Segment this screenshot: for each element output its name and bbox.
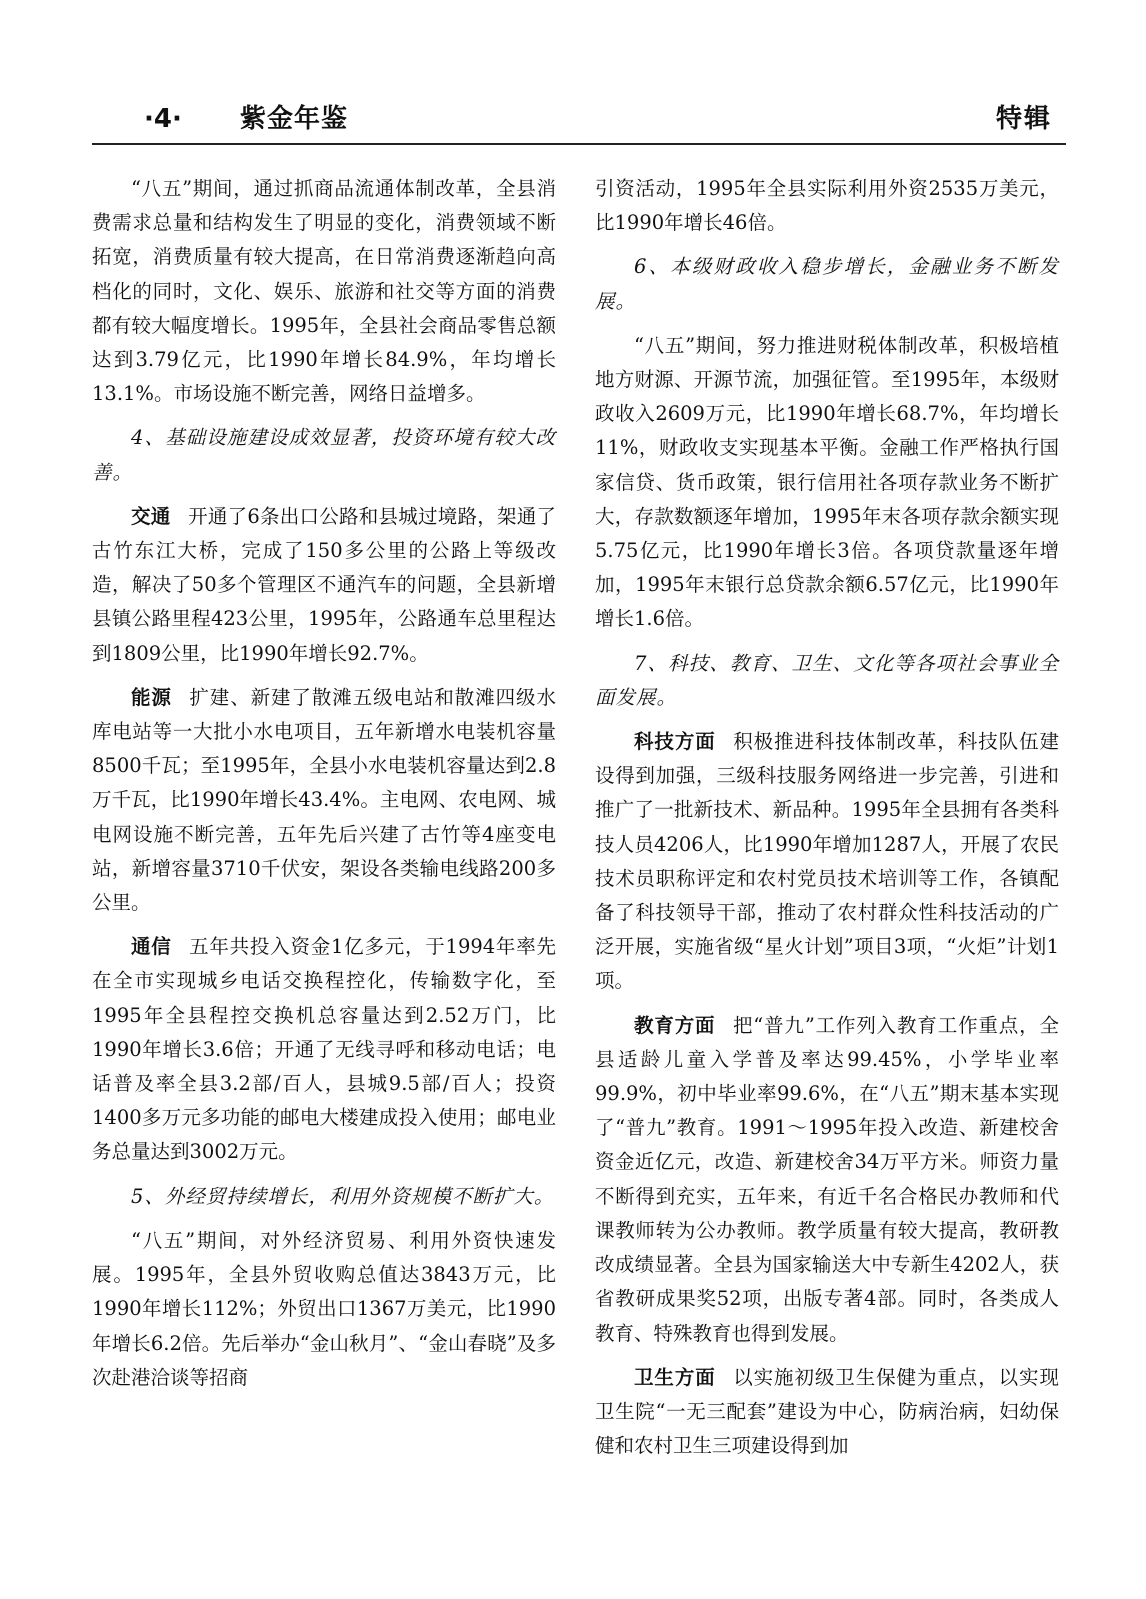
paragraph-text: 扩建、新建了散滩五级电站和散滩四级水库电站等一大批小水电项目，五年新增水电装机容量8500千瓦；至1995年，全县小水电装机容量达到2.8万千瓦，比1990年增长43.4%。主电网、农电网、城电网设施不断完善，五年先后兴建了古竹等4座变电站，新增容量3710千伏安，架设各类输电线路200多公里。 [92,685,556,915]
paragraph [595,1361,1059,1464]
paragraph-lead: 教育方面 [634,1013,716,1037]
paragraph-text: “八五”期间，通过抓商品流通体制改革，全县消费需求总量和结构发生了明显的变化，消费领域不断拓宽，消费质量有较大提高，在日常消费逐渐趋向高档化的同时，文化、娱乐、旅游和社交等方面的消费都有较大幅度增长。1995年，全县社会商品零售总额达到3.79亿元，比1990年增长84.9%，年均增长13.1%。市场设施不断完善，网络日益增多。 [92,177,556,406]
heading-text: 5、外经贸持续增长，利用外资规模不断扩大。 [131,1184,555,1208]
page-header [92,102,1066,148]
paragraph-text: 五年共投入资金1亿多元，于1994年率先在全市实现城乡电话交换程控化，传输数字化，至1995年全县程控交换机总容量达到2.52万门，比1990年增长3.6倍；开通了无线寻呼和移动电话；电话普及率全县3.2部/百人，县城9.5部/百人；投资1400多万元多功能的邮电大楼建成投入使用；邮电业务总量达到3002万元。 [92,935,556,1164]
paragraph-text: 开通了6条出口公路和县城过境路，架通了古竹东江大桥，完成了150多公里的公路上等级改造，解决了50多个管理区不通汽车的问题，全县新增县镇公路里程423公里，1995年，公路通车总里程达到1809公里，比1990年增长92.7%。 [92,504,556,665]
paragraph-text: “八五”期间，努力推进财税体制改革，积极培植地方财源、开源节流，加强征管。至1995年，本级财政收入2609万元，比1990年增长68.7%，年均增长11%，财政收支实现基本平衡。金融工作严格执行国家信贷、货币政策，银行信用社各项存款业务不断扩大，存款数额逐年增加，1995年末各项存款余额实现5.75亿元，比1990年增长3倍。各项贷款量逐年增加，1995年末银行总贷款余额6.57亿元，比1990年增长1.6倍。 [595,333,1059,631]
left-column [92,172,556,1395]
section-title: 特辑 [995,104,1052,134]
heading-text: 6、本级财政收入稳步增长，金融业务不断发展。 [595,255,1059,313]
section-heading [92,1180,556,1214]
paragraph [92,500,556,671]
paragraph [595,725,1059,999]
paragraph [595,329,1059,637]
header-rule [92,143,1066,145]
paragraph [92,172,556,411]
paragraph-text: 引资活动，1995年全县实际利用外资2535万美元，比1990年增长46倍。 [595,177,1059,235]
paragraph [92,1224,556,1395]
page-number: ·4· [144,104,182,134]
paragraph-lead: 交通 [131,504,171,528]
paragraph-text: 把“普九”工作列入教育工作重点，全县适龄儿童入学普及率达99.45%，小学毕业率99.9%，初中毕业率99.6%，在“八五”期末基本实现了“普九”教育。1991～1995年投入改造、新建校舍资金近亿元，改造、新建校舍34万平方米。师资力量不断得到充实，五年来，有近千名合格民办教师和代课教师转为公办教师。教学质量有较大提高，教研教改成绩显著。全县为国家输送大中专新生4202人，获省教研成果奖52项，出版专著4部。同时，各类成人教育、特殊教育也得到发展。 [595,1013,1059,1345]
heading-text: 7、科技、教育、卫生、文化等各项社会事业全面发展。 [595,651,1059,709]
paragraph-lead: 卫生方面 [634,1365,716,1389]
paragraph-text: 以实施初级卫生保健为重点，以实现卫生院“一无三配套”建设为中心，防病治病，妇幼保健和农村卫生三项建设得到加 [595,1365,1059,1458]
section-heading [92,421,556,489]
heading-text: 4、基础设施建设成效显著，投资环境有较大改善。 [92,426,556,484]
paragraph-lead: 科技方面 [634,730,716,754]
paragraph [92,681,556,920]
paragraph-text: 积极推进科技体制改革，科技队伍建设得到加强，三级科技服务网络进一步完善，引进和推广了一批新技术、新品种。1995年全县拥有各类科技人员4206人，比1990年增加1287人，开展了农民技术员职称评定和农村党员技术培训等工作，各镇配备了科技领导干部，推动了农村群众性科技活动的广泛开展，实施省级“星火计划”项目3项，“火炬”计划1项。 [595,730,1059,993]
section-heading [595,250,1059,318]
paragraph-continuation [595,172,1059,240]
paragraph-lead: 能源 [131,685,172,709]
paragraph-lead: 通信 [131,935,172,959]
section-heading [595,647,1059,715]
paragraph [92,930,556,1169]
journal-title: 紫金年鉴 [240,104,349,134]
right-column [595,172,1059,1463]
paragraph-text: “八五”期间，对外经济贸易、利用外资快速发展。1995年，全县外贸收购总值达3843万元，比1990年增长112%；外贸出口1367万美元，比1990年增长6.2倍。先后举办“金山秋月”、“金山春晓”及多次赴港洽谈等招商 [92,1228,556,1389]
paragraph [595,1009,1059,1351]
